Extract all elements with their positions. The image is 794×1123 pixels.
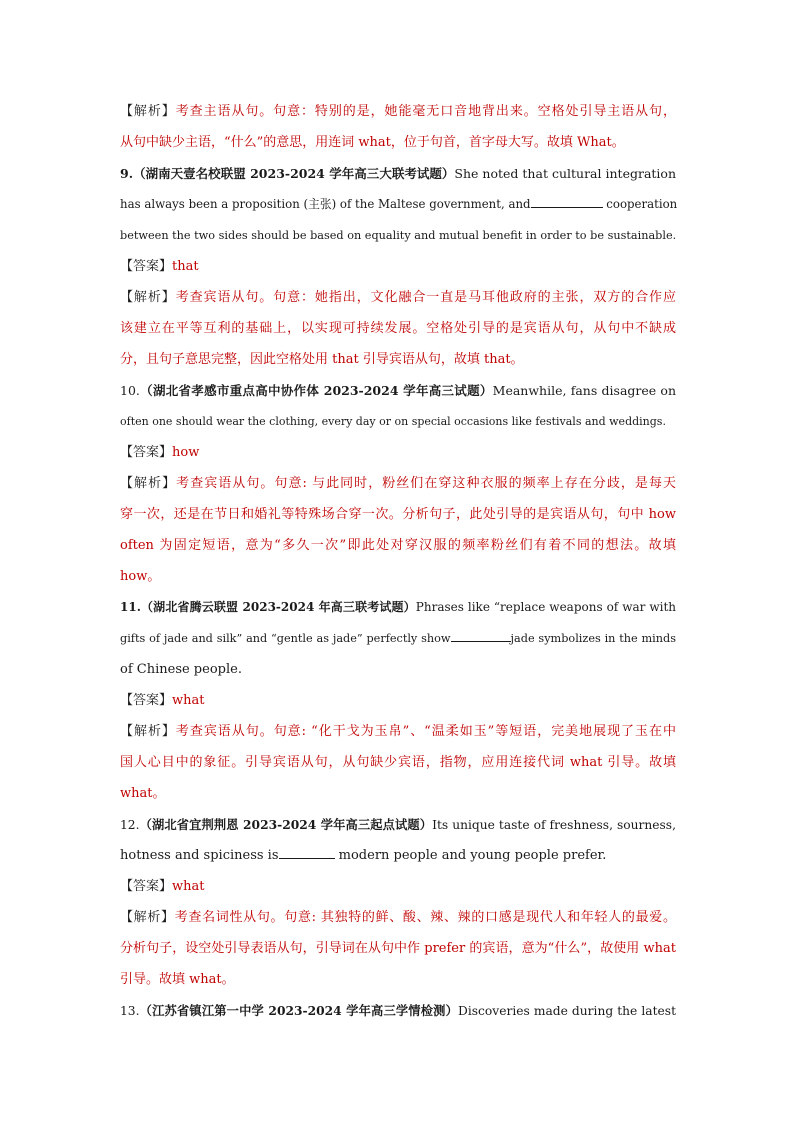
question-11-line: gifts of jade and silk” and “gentle as jade” perfectly show jade symbolizes in the minds <box>120 623 676 654</box>
question-source: （湖北省宜荆荆恩 2023-2024 学年高三起点试题） <box>139 817 433 832</box>
analysis-line: 分，且句子意思完整，因此空格处用 that 引导宾语从句，故填 that。 <box>120 352 524 367</box>
analysis-line: how。 <box>120 569 161 584</box>
analysis-line: often 为固定短语，意为“多久一次”即此处对穿汉服的频率粉丝们有着不同的想法。故填 <box>120 538 676 553</box>
question-9-line: has always been a proposition (主张) of the Maltese government, and cooperation <box>120 189 676 220</box>
question-source: （湖北省腾云联盟 2023-2024 年高三联考试题） <box>140 600 416 614</box>
analysis-line: 国人心目中的象征。引导宾语从句，从句缺少宾语，指物，应用连接代词 what 引导。故填 <box>120 755 676 770</box>
question-10-line: 10.（湖北省孝感市重点高中协作体 2023-2024 学年高三试题）Meanwhile, fans disagree on <box>120 383 676 398</box>
question-source: （湖南天壹名校联盟 2023-2024 学年高三大联考试题） <box>133 166 455 181</box>
answer-line: 【答案】what <box>120 693 205 708</box>
answer-line: 【答案】that <box>120 259 199 274</box>
analysis-line: 该建立在平等互利的基础上，以实现可持续发展。空格处引导的是宾语从句，从句中不缺成 <box>120 321 676 336</box>
question-9-line: between the two sides should be based on equality and mutual benefit in order to be sustainable. <box>120 229 677 242</box>
analysis-line: 穿一次，还是在节日和婚礼等特殊场合穿一次。分析句子，此处引导的是宾语从句，句中 how <box>120 507 676 522</box>
question-source: （江苏省镇江第一中学 2023-2024 学年高三学情检测） <box>139 1003 459 1018</box>
answer-blank[interactable] <box>531 193 603 208</box>
answer-line: 【答案】how <box>120 445 200 460</box>
analysis-line: 【解析】考查宾语从句。句意: 与此同时，粉丝们在穿这种衣服的频率上存在分歧，是每天 <box>120 476 676 491</box>
question-source: （湖北省孝感市重点高中协作体 2023-2024 学年高三试题） <box>139 383 493 398</box>
question-11-line: 11.（湖北省腾云联盟 2023-2024 年高三联考试题）Phrases like “replace weapons of war with <box>120 600 676 614</box>
analysis-line: 【解析】考查名词性从句。句意: 其独特的鲜、酸、辣、辣的口感是现代人和年轻人的最爱。 <box>120 910 676 925</box>
answer-blank[interactable] <box>279 844 335 859</box>
answer-line: 【答案】what <box>120 879 205 894</box>
question-9-line: 9.（湖南天壹名校联盟 2023-2024 学年高三大联考试题）She noted that cultural integration <box>120 166 676 181</box>
question-10-line: often one should wear the clothing, every day or on special occasions like festivals and weddings. <box>120 415 666 428</box>
question-13-line: 13.（江苏省镇江第一中学 2023-2024 学年高三学情检测）Discoveries made during the latest <box>120 1003 676 1018</box>
document-body <box>120 96 676 1026</box>
answer-blank[interactable] <box>451 627 511 642</box>
analysis-line: 【解析】考查宾语从句。句意: “化干戈为玉帛”、“温柔如玉”等短语，完美地展现了玉在中 <box>120 724 676 739</box>
analysis-line: 【解析】考查宾语从句。句意：她指出，文化融合一直是马耳他政府的主张，双方的合作应 <box>120 290 676 305</box>
analysis-line: 分析句子，设空处引导表语从句，引导词在从句中作 prefer 的宾语，意为“什么”，故使用 what <box>120 941 676 956</box>
analysis-line: 引导。故填 what。 <box>120 972 235 987</box>
analysis-line: 【解析】考查主语从句。句意：特别的是，她能毫无口音地背出来。空格处引导主语从句， <box>120 104 676 119</box>
question-12-line: hotness and spiciness is modern people and young people prefer. <box>120 840 676 871</box>
question-12-line: 12.（湖北省宜荆荆恩 2023-2024 学年高三起点试题）Its unique taste of freshness, sourness, <box>120 817 676 832</box>
question-11-line: of Chinese people. <box>120 662 242 677</box>
analysis-line: what。 <box>120 786 166 801</box>
analysis-line: 从句中缺少主语，“什么”的意思，用连词 what，位于句首，首字母大写。故填 What。 <box>120 135 625 150</box>
